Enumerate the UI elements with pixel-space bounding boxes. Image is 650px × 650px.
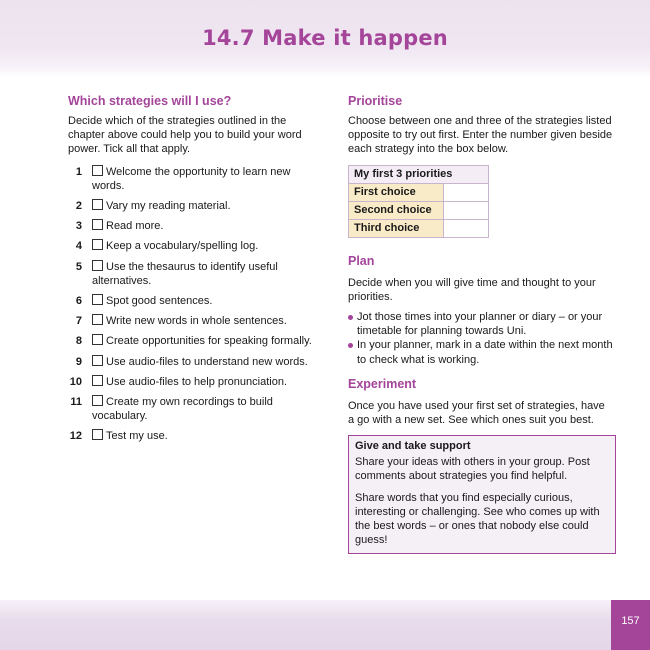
item-number: 1 [75,165,82,178]
first-choice-box[interactable] [444,183,489,201]
list-item: Jot those times into your planner or diary – or your timetable for planning towards Uni. [348,310,613,338]
tick-box[interactable] [92,314,103,325]
item-number: 4 [75,240,82,253]
plan-text: Decide when you will give time and thought to your priorities. [348,276,596,303]
item-number: 7 [75,315,82,328]
plan-heading: Plan [348,253,375,268]
tick-box[interactable] [92,239,103,250]
item-text: Create my own recordings to build vocabulary. [92,396,273,423]
item-number: 10 [69,375,82,388]
list-item [68,199,324,213]
page-number: 157 [611,600,650,650]
tick-box[interactable] [92,395,103,406]
list-item [68,219,324,233]
tick-box[interactable] [92,199,103,210]
priorities-table [348,165,489,238]
support-box [348,435,616,554]
item-text: Write new words in whole sentences. [106,315,287,328]
item-text: Use audio-files to help pronunciation. [106,375,288,388]
tick-box[interactable] [92,260,103,271]
tick-box[interactable] [92,294,103,305]
footer-band [0,600,650,650]
second-choice-box[interactable] [444,201,489,219]
tick-box[interactable] [92,375,103,386]
tick-box[interactable] [92,165,103,176]
item-text: Create opportunities for speaking formally. [106,335,312,348]
strategies-intro: Decide which of the strategies outlined in the chapter above could help you to build your word power. Tick all that apply. [68,115,302,156]
support-paragraph-1: Share your ideas with others in your group. Post comments about strategies you find helpful. [355,456,590,483]
item-text: Use audio-files to understand new words. [106,355,308,368]
item-number: 2 [75,200,82,213]
item-number: 9 [75,355,82,368]
list-item [68,260,324,288]
item-text: Vary my reading material. [106,200,231,213]
tick-box[interactable] [92,355,103,366]
third-choice-label: Third choice [349,219,444,237]
item-text: Read more. [106,220,164,233]
item-number: 8 [75,335,82,348]
list-item [68,395,324,423]
list-item [68,165,324,193]
item-text: Spot good sentences. [106,295,213,308]
item-text: Test my use. [106,430,168,443]
page-title: 14.7 Make it happen [202,26,448,50]
list-item [68,429,324,443]
third-choice-box[interactable] [444,219,489,237]
planning-column [348,94,613,554]
second-choice-label: Second choice [349,201,444,219]
strategies-heading: Which strategies will I use? [68,94,232,108]
list-item [68,355,324,369]
item-number: 12 [69,430,82,443]
support-paragraph-2: Share words that you find especially curious, interesting or challenging. See who comes up with the best words – or ones that nobody else could guess! [355,491,600,547]
item-number: 3 [75,220,82,233]
item-number: 5 [75,260,82,273]
list-item [68,375,324,389]
list-item [68,239,324,253]
tick-box[interactable] [92,429,103,440]
prioritise-heading: Prioritise [348,94,403,108]
plan-bullets [348,310,613,367]
strategies-column [68,94,324,444]
tick-box[interactable] [92,219,103,230]
item-text: Use the thesaurus to identify useful alternatives. [92,260,278,287]
item-text: Keep a vocabulary/spelling log. [106,240,259,253]
experiment-heading: Experiment [348,376,417,391]
priorities-table-title: My first 3 priorities [349,165,489,183]
strategy-list [68,165,324,444]
list-item [68,314,324,328]
prioritise-text: Choose between one and three of the strategies listed opposite to try out first. Enter the number given beside each strategy into the box below. [348,115,613,156]
support-heading: Give and take support [355,440,471,453]
first-choice-label: First choice [349,183,444,201]
list-item [68,334,324,348]
list-item [68,294,324,308]
item-text: Welcome the opportunity to learn new words. [92,165,291,192]
list-item: In your planner, mark in a date within the next month to check what is working. [348,338,613,366]
experiment-text: Once you have used your first set of strategies, have a go with a new set. See which ones suit you best. [348,399,605,427]
tick-box[interactable] [92,334,103,345]
item-number: 6 [75,295,82,308]
item-number: 11 [70,396,82,409]
